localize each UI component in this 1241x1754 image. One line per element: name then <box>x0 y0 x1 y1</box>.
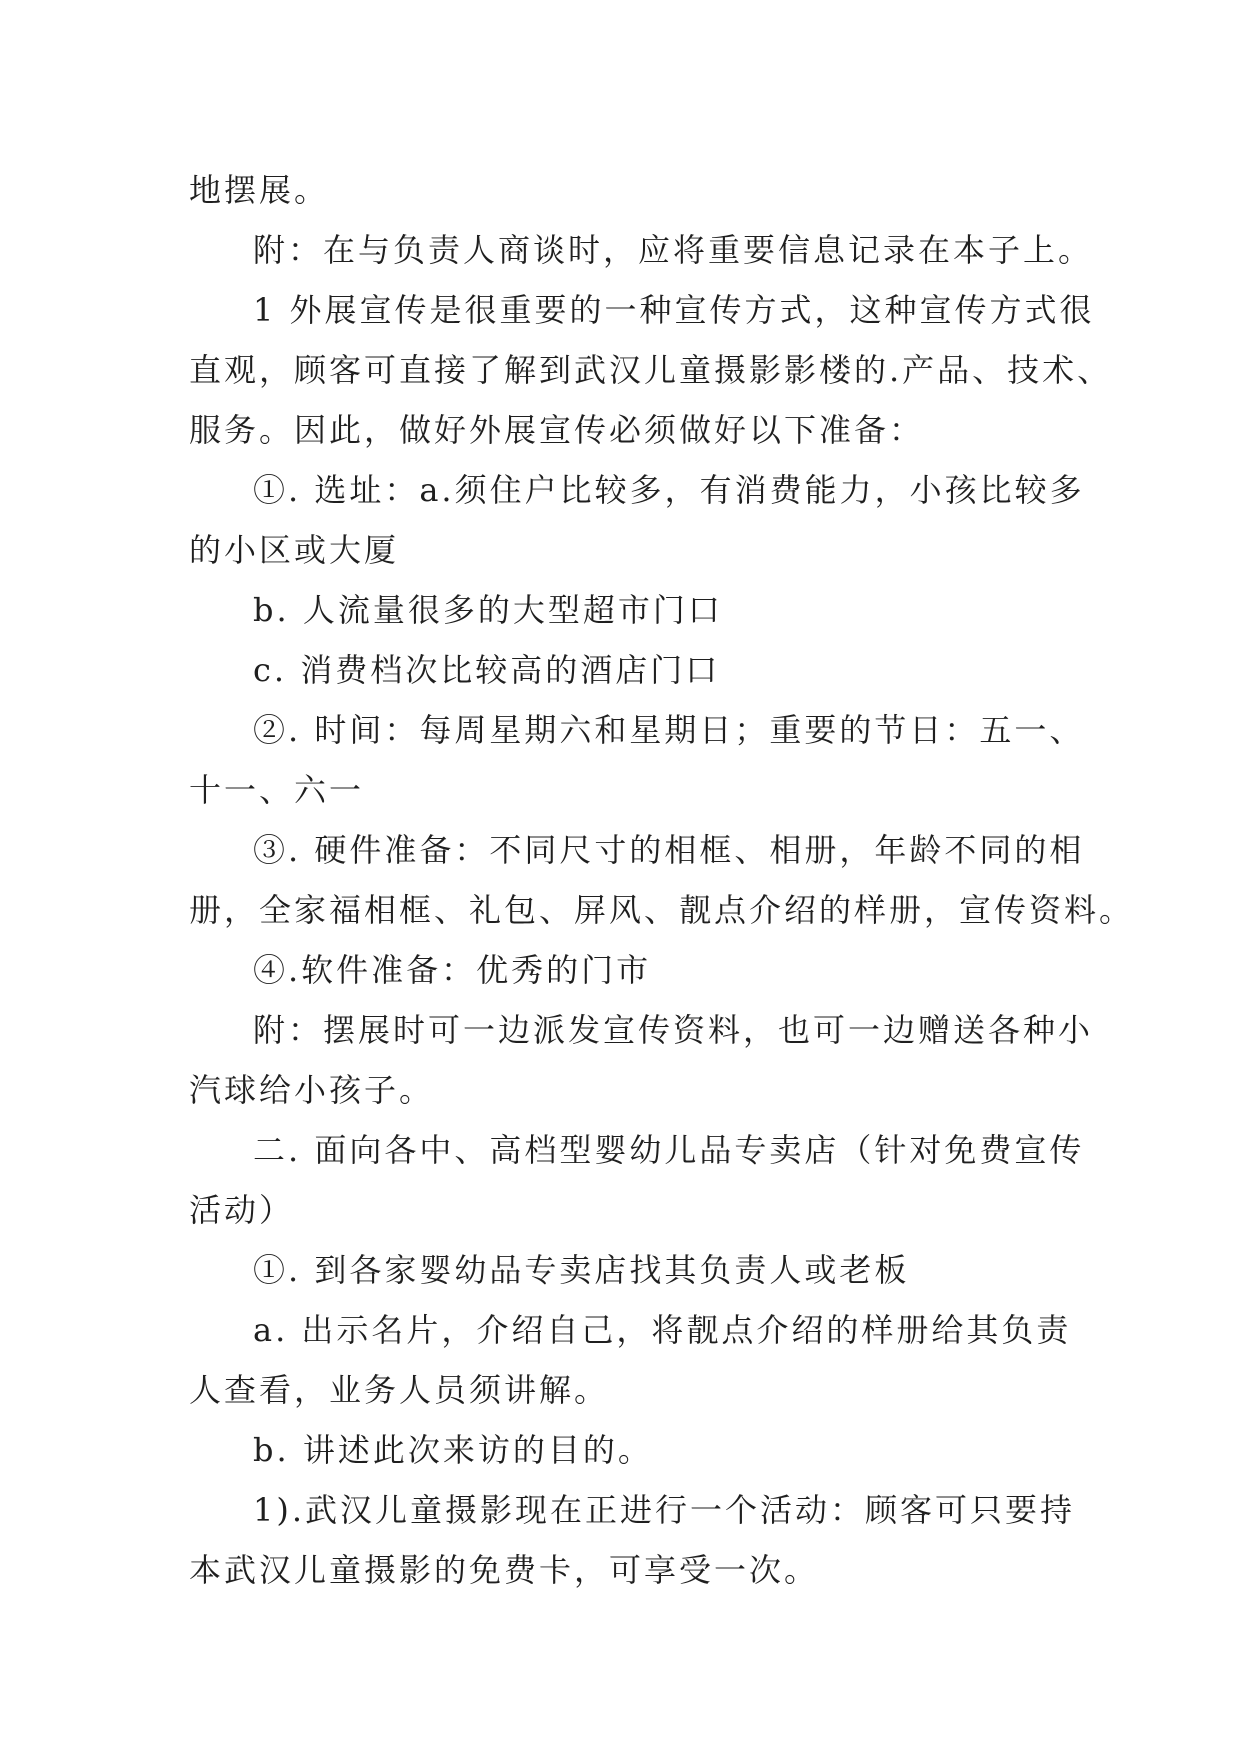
document-body <box>189 160 1135 1600</box>
text-line: 活动） <box>189 1191 295 1229</box>
text-line: c. 消费档次比较高的酒店门口 <box>253 651 721 689</box>
text-line: 二. 面向各中、高档型婴幼儿品专卖店（针对免费宣传 <box>253 1131 1085 1169</box>
text-line: 服务。因此，做好外展宣传必须做好以下准备： <box>189 411 925 449</box>
text-line: b. 讲述此次来访的目的。 <box>253 1431 653 1469</box>
text-line: ④.软件准备：优秀的门市 <box>253 951 652 989</box>
text-line: ①. 选址：a.须住户比较多，有消费能力，小孩比较多 <box>253 471 1085 509</box>
text-line: 地摆展。 <box>189 171 330 209</box>
text-line: 附：摆展时可一边派发宣传资料，也可一边赠送各种小 <box>253 1011 1094 1049</box>
text-line: 附：在与负责人商谈时，应将重要信息记录在本子上。 <box>253 231 1094 269</box>
text-line: ③. 硬件准备：不同尺寸的相框、相册，年龄不同的相 <box>253 831 1085 869</box>
text-line: 本武汉儿童摄影的免费卡，可享受一次。 <box>189 1551 820 1589</box>
text-line: 1 外展宣传是很重要的一种宣传方式，这种宣传方式很 <box>253 291 1095 329</box>
text-line: 1).武汉儿童摄影现在正进行一个活动：顾客可只要持 <box>253 1491 1076 1529</box>
text-line: ②. 时间：每周星期六和星期日；重要的节日：五一、 <box>253 711 1085 749</box>
text-line: 人查看，业务人员须讲解。 <box>189 1371 610 1409</box>
text-line: 直观，顾客可直接了解到武汉儿童摄影影楼的.产品、技术、 <box>189 351 1113 389</box>
text-line: 册，全家福相框、礼包、屏风、靓点介绍的样册，宣传资料。 <box>189 891 1135 929</box>
text-line: 的小区或大厦 <box>189 531 400 569</box>
text-line: b. 人流量很多的大型超市门口 <box>253 591 723 629</box>
text-line: ①. 到各家婴幼品专卖店找其负责人或老板 <box>253 1251 910 1289</box>
text-line: a. 出示名片，介绍自己，将靓点介绍的样册给其负责 <box>253 1311 1072 1349</box>
text-line: 汽球给小孩子。 <box>189 1071 435 1109</box>
text-line: 十一、六一 <box>189 771 365 809</box>
